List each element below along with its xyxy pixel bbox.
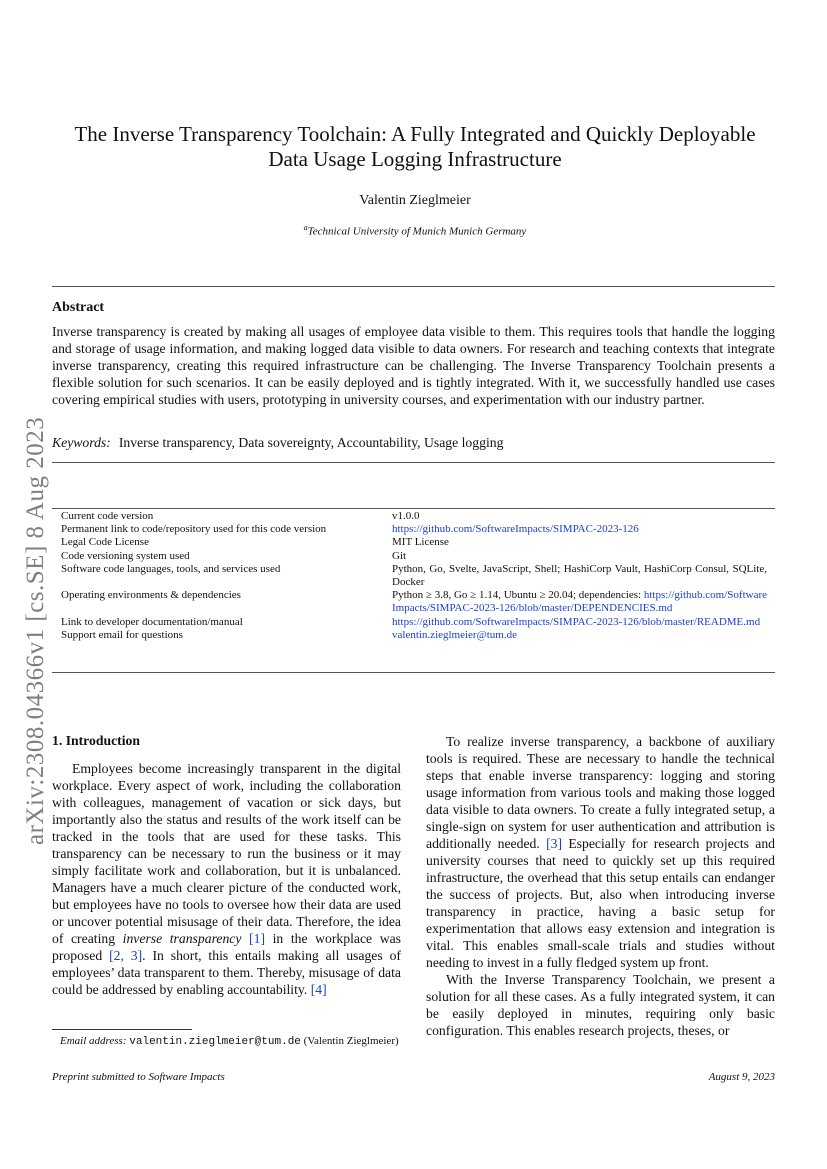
affiliation: [55, 223, 775, 238]
keywords: [52, 435, 775, 451]
table-row: [52, 629, 775, 642]
metadata-key: Link to developer documentation/manual: [61, 615, 243, 628]
arxiv-identifier-stamp: arXiv:2308.04366v1 [cs.SE] 8 Aug 2023: [22, 416, 49, 845]
title-line-2: Data Usage Logging Infrastructure: [268, 147, 562, 171]
footnote-email: valentin.zieglmeier@tum.de: [129, 1036, 301, 1048]
metadata-key: Current code version: [61, 510, 154, 522]
footnote-rule: [52, 1029, 192, 1030]
citation-link[interactable]: [1]: [249, 931, 266, 946]
footnote-name: (Valentin Zieglmeier): [303, 1035, 399, 1047]
metadata-key: Permanent link to code/repository used for this code version: [61, 523, 327, 536]
metadata-value: Git: [392, 549, 407, 562]
repository-link[interactable]: https://github.com/SoftwareImpacts/SIMPAC-2023-126: [392, 523, 639, 536]
text-run: in the workplace was proposed: [52, 931, 401, 963]
metadata-table-top-rule: [52, 508, 775, 509]
intro-paragraph-3: With the Inverse Transparency Toolchain, we present a solution for all these cases. As a fully integrated system, it can be easily deployed in minutes, requiring only basic configuration. This enables research projects, theses, or: [426, 972, 775, 1038]
metadata-value: Python, Go, Svelte, JavaScript, Shell; HashiCorp Vault, HashiCorp Consul, SQLite, Docker: [392, 562, 767, 589]
abstract-bottom-rule: [52, 462, 775, 463]
table-row: [52, 550, 775, 563]
footer-preprint-note: Preprint submitted to Software Impacts: [52, 1071, 225, 1083]
abstract-heading: Abstract: [52, 300, 105, 315]
left-column: [52, 760, 401, 998]
author-footnote: [52, 1035, 401, 1049]
affiliation-mark: a: [303, 223, 308, 232]
paper-title: [55, 122, 775, 172]
code-metadata-table: [52, 510, 775, 642]
text-run: Employees become increasingly transparent in the digital workplace. Every aspect of work, including the collaboration with colleagues, management of vacation or sick days, but importantly also the status and results of the work itself can be tracked in the tools that are used for these tasks. This transparency can be necessary to run the business or it may simply facilitate work and collaboration, but it is unbalanced. Managers have a much clearer picture of the conducted work, but employees have no tools to oversee how their data are used or uncover potential misusage of their data. Therefore, the idea of creating: [52, 761, 401, 946]
footer-date: August 9, 2023: [708, 1071, 775, 1083]
emphasis-inverse-transparency: inverse transparency: [122, 931, 242, 946]
text-run: . In short, this entails making all usages of employees’ data transparent to them. Thereby, misusage of data could be addressed by enabling accountability.: [52, 948, 401, 997]
support-email-link[interactable]: valentin.zieglmeier@tum.de: [392, 628, 517, 641]
metadata-key: Support email for questions: [61, 628, 183, 641]
citation-link[interactable]: [4]: [310, 982, 327, 997]
metadata-key: Legal Code License: [61, 536, 149, 549]
footnote-label: Email address:: [60, 1035, 127, 1047]
right-column: [426, 733, 775, 1039]
citation-link[interactable]: [2, 3]: [109, 948, 143, 963]
affiliation-text: Technical University of Munich Munich Germany: [307, 225, 527, 238]
intro-paragraph-2: [426, 733, 775, 971]
table-row: [52, 536, 775, 549]
abstract-top-rule: [52, 286, 775, 287]
table-row: [52, 589, 775, 615]
metadata-key: Operating environments & dependencies: [61, 589, 241, 602]
title-line-1: The Inverse Transparency Toolchain: A Fully Integrated and Quickly Deployable: [74, 122, 756, 146]
abstract-body: Inverse transparency is created by making all usages of employee data visible to them. This requires tools that handle the logging and storage of usage information, and making logged data visible to data owners. For research and teaching contexts that integrate inverse transparency, creating this required infrastructure can be challenging. The Inverse Transparency Toolchain presents a flexible solution for such scenarios. It can be easily deployed and is tightly integrated. With it, we successfully handled use cases covering empirical studies with users, prototyping in university courses, and experimentation with our industry partner.: [52, 324, 775, 407]
table-row: [52, 510, 775, 523]
citation-link[interactable]: [3]: [546, 836, 563, 851]
metadata-key: Code versioning system used: [61, 549, 190, 562]
table-row: [52, 523, 775, 536]
introduction-heading: 1. Introduction: [52, 733, 140, 748]
text-run: To realize inverse transparency, a backbone of auxiliary tools is required. These are necessary to handle the technical steps that enable inverse transparency: logging and storing usage information from various tools and making those logged data visible to data owners. To create a fully integrated setup, a single-sign on system for user authentication and attribution is additionally needed.: [426, 734, 775, 851]
table-row: [52, 563, 775, 589]
documentation-link[interactable]: https://github.com/SoftwareImpacts/SIMPAC-2023-126/blob/master/README.md: [392, 615, 761, 628]
metadata-key: Software code languages, tools, and services used: [61, 562, 281, 575]
keywords-text: Inverse transparency, Data sovereignty, Accountability, Usage logging: [118, 435, 504, 450]
metadata-value: v1.0.0: [392, 510, 420, 522]
metadata-value: MIT License: [392, 536, 449, 549]
text-run: [241, 931, 249, 946]
keywords-label: Keywords:: [52, 435, 111, 450]
intro-paragraph-1: [52, 760, 401, 998]
dependencies-link[interactable]: https://github.com/SoftwareImpacts/SIMPAC-2023-126/blob/master/DEPENDENCIES.md: [392, 589, 768, 615]
author-name: Valentin Zieglmeier: [359, 193, 471, 208]
metadata-table-bottom-rule: [52, 672, 775, 673]
metadata-value: Python ≥ 3.8, Go ≥ 1.14, Ubuntu ≥ 20.04; dependencies:: [392, 589, 642, 602]
table-row: [52, 616, 775, 629]
text-run: Especially for research projects and university courses that need to quickly set up this required infrastructure, the overhead that this setup entails can endanger the success of projects. But, also when introducing inverse transparency in practice, having a basic setup for experimentation that allows easy extension and integration is vital. This enables small-scale trials and studies without needing to invest in a fully fledged system up front.: [426, 836, 776, 970]
